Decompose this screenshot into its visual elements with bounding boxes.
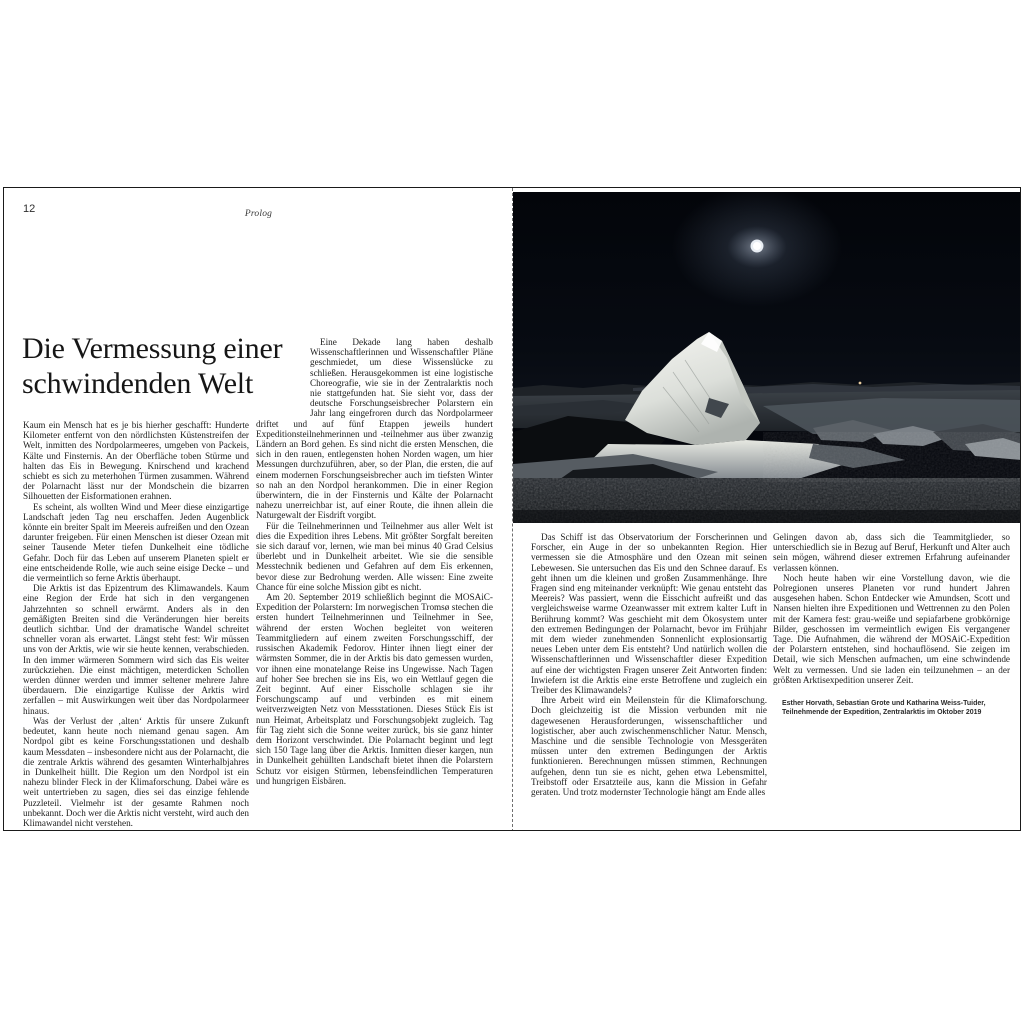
- body-paragraph: Eine Dekade lang haben deshalb Wissenschaftlerinnen und Wissenschaftler Pläne geschmiedet, um diese Wissenslücke zu schließen. Herausgekommen ist eine logistische Choreografie, wie sie in der Zentralarktis noch nie stattgefunden hat. Sie sieht vor, dass der deutsche Forschungseisbrecher Polarstern ein Jahr lang eingefroren durch das Nordpolarmeer driftet und auf fünf Etappen jeweils hundert Expeditionsteilnehmerinnen und -teilnehmer aus über zwanzig Ländern an Bord gehen. Es sind nicht die ersten Menschen, die sich in den rauen, entlegensten hohen Norden wagen, um hier Messungen durchzuführen, aber, so der Plan, die ersten, die auf einem modernen Forschungseisbrecher auch im tiefsten Winter so nah an den Nordpol herankommen. Die in einer Region überwintern, die in der Finsternis und Kälte der Polarnacht nahezu unerreichbar ist, auf einer Route, die ihnen allein die Naturgewalt der Eisdrift vorgibt.: [256, 337, 493, 521]
- body-paragraph: Gelingen davon ab, dass sich die Teammitglieder, so unterschiedlich sie in Bezug auf Beruf, Herkunft und Alter auch sein mögen, während dieser extremen Erfahrung aufeinander verlassen können.: [773, 532, 1010, 573]
- body-paragraph: Am 20. September 2019 schließlich beginnt die MOSAiC-Expedition der Polarstern: Im norwegischen Tromsø stechen die ersten hundert Teilnehmerinnen und Teilnehmer in See, während der ersten Wochen begleitet von weiteren Teammitgliedern auf einem zweiten Forschungsschiff, der russischen Akademik Fedorov. Hinter ihnen liegt einer der wärmsten Sommer, die in der Arktis bis dato gemessen wurden, vor ihnen eine monatelange Reise ins Ungewisse. Nach Tagen auf hoher See brechen sie ins Eis, wo ein Wettlauf gegen die Zeit beginnt. Auf einer Eisscholle schlagen sie ihr Forschungscamp auf und verbinden es mit einem weitverzweigten Netz von Messstationen. Dieses Stück Eis ist nun Heimat, Arbeitsplatz und Forschungsobjekt zugleich. Tag für Tag zieht sich die Sonne weiter zurück, bis sie ganz hinter dem Horizont verschwindet. Die Polarnacht beginnt und legt sich 150 Tage lang über die Arktis. Inmitten dieser kargen, nun in Dunkelheit gehüllten Landschaft bietet ihnen die Polarstern Schutz vor eisigen Stürmen, lebensfeindlichen Temperaturen und hungrigen Eisbären.: [256, 592, 493, 786]
- body-paragraph: Die Arktis ist das Epizentrum des Klimawandels. Kaum eine Region der Erde hat sich in den vergangenen Jahrzehnten so schnell erwärmt. Anders als in den gemäßigten Breiten sind die Veränderungen hier bereits deutlich sichtbar. Und der dramatische Wandel schreitet schneller voran als erwartet. Längst steht fest: Wir müssen uns von der Arktis, wie wir sie heute kennen, verabschieden. In den immer wärmeren Sommern wird sich das Eis weiter zurückziehen. Die einst mächtigen, meterdicken Schollen werden dünner werden und immer seltener mehrere Jahre überdauern. Die einzigartige Kulisse der Arktis wird zerfallen – mit Auswirkungen weit über das Nordpolarmeer hinaus.: [23, 583, 249, 716]
- book-spread: [3, 187, 1021, 831]
- body-paragraph: Noch heute haben wir eine Vorstellung davon, wie die Polregionen unseres Planeten vor rund hundert Jahren ausgesehen haben. Schon Entdecker wie Amundsen, Scott und Nansen hielten ihre Expeditionen und Wettrennen zu den Polen mit der Kamera fest: grau-weiße und sepiafarbene grobkörnige Bilder, geschossen im vermeintlich ewigen Eis vergangener Tage. Die Aufnahmen, die während der MOSAiC-Expedition der Polarstern entstehen, sind hochauflösend. Sie zeigen im Detail, wie sich Menschen aufmachen, um eine schwindende Welt zu vermessen. Und sie laden ein teilzunehmen – an der größten Arktisexpedition unserer Zeit.: [773, 572, 1010, 685]
- title-wrap-spacer: [256, 337, 310, 413]
- chapter-title: Die Vermessung einer schwindenden Welt: [22, 332, 283, 400]
- body-paragraph: Das Schiff ist das Observatorium der Forscherinnen und Forscher, ein Auge in der so unbekannten Region. Hier vermessen sie die Atmosphäre und den Ozean mit seinen Lebewesen. Sie untersuchen das Eis und den Schnee darauf. Es geht ihnen um die kleinen und großen Zusammenhänge. Ihre Fragen sind eng miteinander verknüpft: Wie genau entsteht das Meereis? Was passiert, wenn die Eisschicht aufreißt und das vergleichsweise warme Ozeanwasser mit extrem kalter Luft in Berührung kommt? Was geschieht mit dem Ökosystem unter den extremen Bedingungen der Polarnacht, bevor im Frühjahr mit dem wieder zunehmenden Sonnenlicht explosionsartig neues Leben unter dem Eis entsteht? Und natürlich wollen die Wissenschaftlerinnen und Wissenschaftler dieser Expedition auf eine der wichtigsten Fragen unserer Zeit Antworten finden: Inwiefern ist die Arktis eine erste Betroffene und zugleich ein Treiber des Klimawandels?: [531, 532, 767, 696]
- photo-credit-line: Teilnehmende der Expedition, Zentralarktis im Oktober 2019: [782, 709, 982, 717]
- body-paragraph: Was der Verlust der ‚alten‘ Arktis für unsere Zukunft bedeutet, kann heute noch niemand genau sagen. Am Nordpol gibt es keine Forschungsstationen und deshalb kaum Messdaten – insbesondere nicht aus der Polarnacht, die die zentrale Arktis während des gesamten Winterhalbjahres in Dunkelheit hüllt. Die Region um den Nordpol ist ein nahezu blinder Fleck in der Klimaforschung. Dabei wäre es weit untertrieben zu sagen, dies sei das einzige fehlende Puzzleteil. Vielmehr ist der gesamte Rahmen noch unbekannt. Doch wer die Arktis nicht versteht, wird auch den Klimawandel nicht verstehen.: [23, 715, 249, 828]
- arctic-night-photo: [513, 192, 1021, 523]
- left-page-column-1: [23, 420, 249, 828]
- right-page-column-2: [773, 532, 1010, 717]
- distant-light: [859, 382, 862, 385]
- photo-credit: [773, 699, 1010, 717]
- body-paragraph: Es scheint, als wollten Wind und Meer diese einzigartige Landschaft jeden Tag neu erschaffen. Jeden Augenblick könnte ein breiter Spalt im Meereis aufreißen und den Ozean darunter freigeben. Für einen Menschen ist dieser Ozean mit seiner Tausende Meter tiefen Dunkelheit eine tödliche Gefahr. Doch für das Leben auf unserem Planeten spielt er eine entscheidende Rolle, wie auch seine eisige Decke – und die vermeintlich so ferne Arktis überhaupt.: [23, 501, 249, 584]
- page-number: 12: [23, 203, 36, 215]
- body-paragraph: Ihre Arbeit wird ein Meilenstein für die Klimaforschung. Doch gleichzeitig ist die Mission verbunden mit nie dagewesenen Herausforderungen, wissenschaftlicher und logistischer, aber auch zwischenmenschlicher Natur. Mensch, Maschine und die sensible Technologie von Messgeräten müssen unter den extremen Bedingungen der Arktis funktionieren. Berechnungen müssen stimmen, Rechnungen aufgehen, denn tun sie es nicht, gehen etwa Lebensmittel, Treibstoff oder Ersatzteile aus, kann die Mission in Gefahr geraten. Und trotz modernster Technologie hängt am Ende alles: [531, 695, 767, 798]
- body-paragraph: Kaum ein Mensch hat es je bis hierher geschafft: Hunderte Kilometer entfernt von den nördlichsten Küstenstreifen der Welt, inmitten des Nordpolarmeeres, umgeben von Packeis, Kälte und Finsternis. An der Oberfläche toben Stürme und halten das Eis in Bewegung. Knirschend und krachend schiebt es sich zu meterhohen Türmen zusammen. Während der Polarnacht lässt nur der Mondschein die bizarren Silhouetten der Eisformationen erahnen.: [23, 420, 249, 502]
- photo-credit-line: Esther Horvath, Sebastian Grote und Katharina Weiss-Tuider,: [782, 700, 986, 708]
- right-page-column-1: [531, 532, 767, 797]
- body-paragraph: Für die Teilnehmerinnen und Teilnehmer aus aller Welt ist dies die Expedition ihres Lebens. Mit größter Sorgfalt bereiten sie sich darauf vor, lernen, wie man bei minus 40 Grad Celsius überlebt und in Dunkelheit arbeitet. Wie sie die sensible Messtechnik bedienen und Gefahren auf dem Eis erkennen, bevor diese zur Bedrohung werden. Alle wissen: Eine zweite Chance für eine solche Mission gibt es nicht.: [256, 520, 493, 592]
- running-head: Prolog: [244, 209, 273, 219]
- left-page-column-2: [256, 337, 493, 786]
